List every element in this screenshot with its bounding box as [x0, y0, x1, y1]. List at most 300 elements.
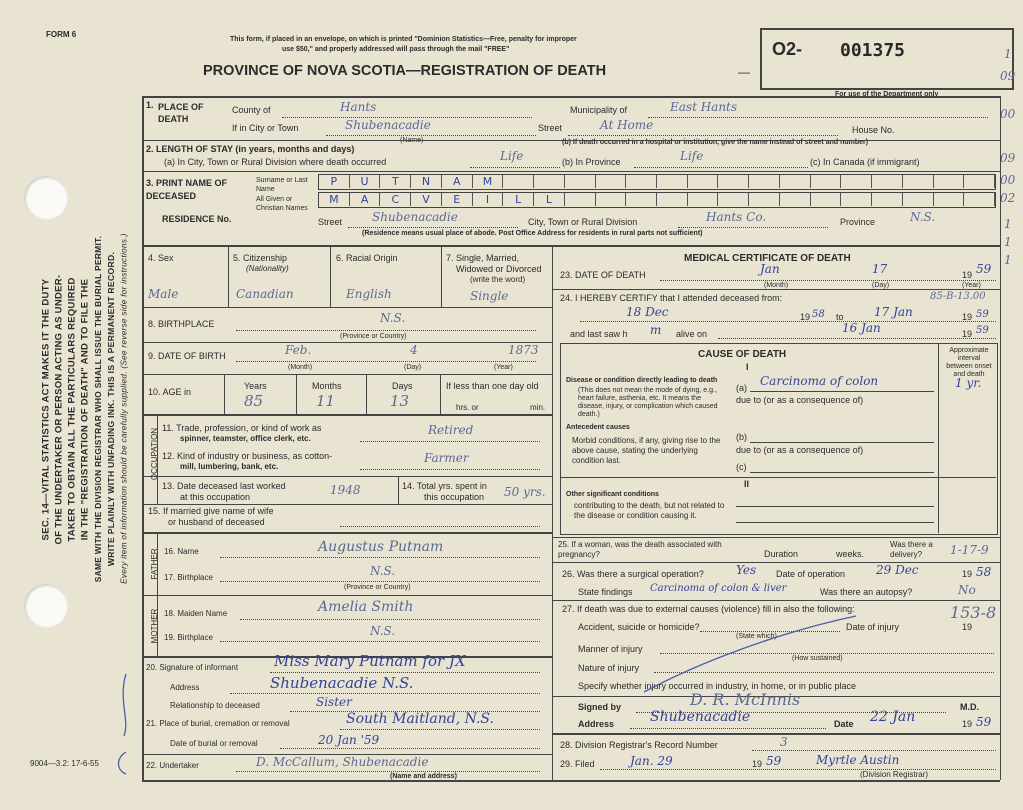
rule	[660, 280, 996, 281]
filed-year: 59	[766, 754, 782, 768]
name-section-label: 3. PRINT NAME OF DECEASED	[146, 178, 228, 201]
margin-code: 09	[1000, 69, 1016, 83]
father-bp-label: 17. Birthplace	[164, 573, 213, 582]
mark-a: (a)	[736, 383, 747, 393]
years-label: Years	[244, 381, 267, 391]
rule	[326, 135, 536, 136]
rule	[236, 361, 536, 362]
medical-header: MEDICAL CERTIFICATE OF DEATH	[684, 253, 851, 264]
stay-a-label: (a) In City, Town or Rural Division where death occurred	[164, 157, 387, 167]
rule-v	[366, 374, 367, 414]
header-note-1: This form, if placed in an envelope, on which is printed "Dominion Statistics—Free, penalty for improper	[230, 36, 577, 43]
findings-label: State findings	[578, 587, 633, 597]
dod-year-prefix: 19	[962, 270, 973, 280]
state-which: (State which)	[736, 633, 777, 640]
informant-sig: Miss Mary Putnam for JX	[274, 652, 466, 670]
racial-value: English	[346, 287, 392, 301]
op-date: 29 Dec	[876, 563, 919, 577]
letter-box	[534, 175, 565, 188]
stay-a-value: Life	[500, 149, 524, 163]
mother-bp: N.S.	[370, 624, 396, 638]
margin-code: 1	[1004, 217, 1012, 231]
rule	[750, 442, 934, 443]
attended-from-year-prefix: 19	[800, 312, 811, 322]
sex-value: Male	[148, 287, 179, 301]
signed-date: 22 Jan	[870, 709, 916, 725]
min-label: min.	[530, 403, 546, 412]
margin-code: 09	[1000, 151, 1016, 165]
rule	[240, 619, 540, 620]
marital-label-1: 7. Single, Married,	[446, 253, 520, 263]
disease-note: (This does not mean the mode of dying, e.g., heart failure, asthenia, etc. It means the disease, injury, or complication which caused death.)	[578, 387, 718, 418]
attended-from-year: 58	[812, 309, 825, 320]
rule	[236, 330, 536, 331]
registrar-signature: Myrtle Austin	[816, 753, 900, 767]
letter-box	[718, 193, 749, 206]
citizenship-label: 5. Citizenship	[233, 253, 288, 263]
burial-date: 20 Jan '59	[318, 733, 380, 747]
code-note: 85-B-13.00	[930, 291, 986, 302]
rule	[552, 733, 1000, 735]
manner-label: Manner of injury	[578, 644, 643, 654]
frame-left	[142, 96, 144, 780]
month-caption: (Month)	[288, 364, 313, 371]
letter-box	[780, 193, 811, 206]
frame-right	[1000, 96, 1001, 780]
city-label: If in City or Town	[232, 123, 299, 133]
filed-value: Jan. 29	[630, 754, 673, 768]
signed-year-prefix: 19	[962, 719, 973, 729]
dod-month-caption: (Month)	[764, 282, 789, 289]
rule	[552, 289, 1000, 290]
citizenship-sub: (Nationality)	[246, 264, 289, 273]
dod-month: Jan	[760, 262, 780, 276]
county-value: Hants	[340, 100, 377, 114]
signed-value: D. R. McInnis	[690, 690, 801, 709]
dod-year-caption: (Year)	[962, 282, 981, 289]
birthplace-caption: (Province or Country)	[340, 333, 407, 340]
father-name: Augustus Putnam	[318, 539, 444, 555]
dob-year: 1873	[508, 343, 539, 357]
rule	[560, 477, 996, 478]
attended-to-year-prefix: 19	[962, 312, 973, 322]
rule	[750, 391, 934, 392]
surgery-value: Yes	[736, 563, 757, 577]
rule	[718, 338, 996, 339]
county-label: County of	[232, 105, 271, 115]
mark-b: (b)	[736, 432, 747, 442]
signed-address-label: Address	[578, 719, 615, 729]
margin-code: 1	[1004, 47, 1012, 61]
cause-a: Carcinoma of colon	[760, 374, 879, 388]
total-label-2: this occupation	[424, 492, 485, 502]
letter-box	[503, 175, 534, 188]
rule	[648, 117, 988, 118]
birthplace-value: N.S.	[380, 311, 406, 325]
dod-day: 17	[872, 262, 888, 276]
residence-street-label: Street	[318, 217, 343, 227]
sidebar-instructions	[36, 130, 156, 690]
hrs-label: hrs. or	[456, 403, 479, 412]
dod-day-caption: (Day)	[872, 282, 890, 289]
rule	[142, 96, 1000, 98]
rule-v	[440, 374, 441, 414]
divider-center	[552, 245, 553, 780]
letter-box	[841, 193, 872, 206]
letter-box	[903, 193, 934, 206]
specify-label: Specify whether injury occurred in industry, in home, or in public place	[578, 681, 856, 691]
occupation-side: OCCUPATION	[150, 427, 159, 481]
rule-v	[228, 245, 229, 307]
last-worked-label-2: at this occupation	[180, 492, 251, 502]
rule	[142, 307, 552, 308]
letter-box	[565, 193, 596, 206]
house-label: House No.	[852, 125, 895, 135]
duration-label: Duration	[764, 549, 799, 559]
letter-box	[688, 175, 719, 188]
rule	[142, 414, 552, 416]
age-label: 10. AGE in	[148, 387, 192, 397]
letter-box	[657, 193, 688, 206]
nature-label: Nature of injury	[578, 663, 640, 673]
residence-province-label: Province	[840, 217, 876, 227]
accident-label: Accident, suicide or homicide?	[578, 622, 700, 632]
op-year: 58	[976, 565, 992, 579]
burial-value: South Maitland, N.S.	[346, 711, 494, 727]
rule-v	[224, 374, 225, 414]
rule	[470, 167, 560, 168]
signed-address: Shubenacadie	[650, 709, 751, 725]
rule-v	[938, 343, 939, 533]
rule	[230, 693, 540, 694]
residence-province: N.S.	[910, 210, 936, 224]
form-number: FORM 6	[46, 30, 77, 39]
father-bp: N.S.	[370, 564, 396, 578]
autopsy-value: No	[958, 583, 976, 597]
sidebar-line: Every item of information should be carefully supplied. (See reverse side for instructions.)	[119, 233, 129, 584]
letter-box	[872, 193, 903, 206]
rule	[552, 562, 1000, 563]
rule	[678, 227, 828, 228]
letter-box	[964, 193, 995, 206]
last-saw-h: m	[650, 323, 662, 337]
age-days: 13	[390, 392, 410, 410]
rule	[552, 537, 1000, 538]
dod-year: 59	[976, 262, 992, 276]
rule	[142, 476, 552, 477]
undertaker-label: 22. Undertaker	[146, 761, 199, 770]
letter-box	[626, 175, 657, 188]
rule	[348, 227, 518, 228]
letter-box: C	[380, 193, 411, 206]
external-label: 27. If death was due to external causes (violence) fill in also the following:	[562, 604, 855, 614]
undertaker-value: D. McCallum, Shubenacadie	[256, 755, 429, 769]
marital-label-2: Widowed or Divorced	[456, 264, 542, 274]
letter-box: P	[319, 175, 350, 188]
letter-box: M	[473, 175, 504, 188]
undertaker-caption: (Name and address)	[390, 773, 457, 780]
residence-city: Hants Co.	[706, 210, 767, 224]
residence-label: RESIDENCE No.	[162, 214, 232, 224]
letter-box	[596, 193, 627, 206]
other-note: contributing to the death, but not related to the disease or condition causing it.	[574, 501, 725, 520]
rule	[142, 532, 552, 534]
father-side: FATHER	[150, 548, 159, 580]
due-to-a: due to (or as a consequence of)	[736, 395, 864, 405]
rule	[220, 641, 540, 642]
due-to-b: due to (or as a consequence of)	[736, 445, 864, 455]
rule	[736, 522, 934, 523]
citizenship-value: Canadian	[236, 287, 294, 301]
marital-label-3: (write the word)	[470, 275, 526, 284]
rule	[142, 171, 1000, 172]
findings-value: Carcinoma of colon & liver	[650, 583, 787, 594]
dob-label: 9. DATE OF BIRTH	[148, 351, 226, 361]
stay-b-value: Life	[680, 149, 704, 163]
stay-b-label: (b) In Province	[562, 157, 621, 167]
record-value: 3	[780, 735, 788, 749]
last-saw-year-prefix: 19	[962, 329, 973, 339]
trade-label: 11. Trade, profession, or kind of work as	[162, 423, 322, 433]
rule	[340, 729, 540, 730]
letter-box: V	[411, 193, 442, 206]
alive-on-label: alive on	[676, 329, 708, 339]
city-value: Shubenacadie	[345, 118, 431, 132]
pregnancy-note: 1-17-9	[950, 543, 989, 557]
letter-box	[657, 175, 688, 188]
sidebar-line: OF THE UNDERTAKER OR PERSON ACTING AS UNDER-	[53, 274, 65, 545]
relationship-value: Sister	[316, 695, 352, 709]
trade-value: Retired	[428, 423, 474, 437]
informant-sig-label: 20. Signature of informant	[146, 663, 239, 672]
letter-box	[964, 175, 995, 188]
letter-box	[811, 175, 842, 188]
mother-name: Amelia Smith	[318, 599, 414, 615]
business-value: Farmer	[424, 451, 469, 465]
letter-box: M	[319, 193, 350, 206]
residence-street: Shubenacadie	[372, 210, 458, 224]
rule	[552, 600, 1000, 601]
rule	[220, 581, 540, 582]
rule	[270, 672, 540, 673]
place-label-num: 1.	[146, 100, 154, 110]
rule	[634, 167, 808, 168]
surgery-label: 26. Was there a surgical operation?	[562, 569, 704, 579]
spouse-label-2: or husband of deceased	[168, 517, 265, 527]
margin-code: 00	[1000, 173, 1016, 187]
residence-city-label: City, Town or Rural Division	[528, 217, 638, 227]
last-saw-date: 16 Jan	[842, 321, 881, 335]
sex-label: 4. Sex	[148, 253, 174, 263]
sidebar-line: SEC. 14—VITAL STATISTICS ACT MAKES IT THE DUTY	[40, 278, 52, 541]
burial-date-label: Date of burial or removal	[170, 739, 258, 748]
rule	[280, 748, 540, 749]
rule	[236, 771, 540, 772]
rule	[142, 342, 552, 343]
disease-label: Disease or condition directly leading to death	[566, 377, 718, 384]
letter-box	[596, 175, 627, 188]
how-sustained: (How sustained)	[792, 655, 843, 662]
father-name-label: 16. Name	[164, 547, 199, 556]
form-title: PROVINCE OF NOVA SCOTIA—REGISTRATION OF DEATH	[203, 63, 607, 79]
margin-mark-bottom	[112, 748, 132, 778]
pregnancy-label: 25. If a woman, was the death associated with pregnancy?	[558, 540, 722, 559]
dash-mark: —	[738, 65, 750, 79]
rule	[360, 469, 540, 470]
last-saw-year: 59	[976, 325, 989, 336]
rule	[580, 321, 996, 322]
letter-box	[626, 193, 657, 206]
days-label: Days	[392, 381, 413, 391]
rule-v	[330, 245, 331, 307]
header-note-2: use $50," and properly addressed will pass through the mail "FREE"	[282, 46, 510, 53]
rule	[600, 769, 996, 770]
letter-box	[903, 175, 934, 188]
interval-a: 1 yr.	[955, 376, 982, 390]
rule	[142, 374, 552, 375]
letter-box: L	[534, 193, 565, 206]
rule	[736, 506, 934, 507]
certify-label: 24. I HEREBY CERTIFY that I attended deceased from:	[560, 293, 783, 303]
last-saw-label: and last saw h	[570, 329, 628, 339]
sidebar-line: IN THE "REGISTRATION OF DEATH" AND TO FILE THE	[79, 278, 91, 541]
burial-label: 21. Place of burial, cremation or removal	[146, 719, 290, 728]
year-caption: (Year)	[494, 364, 513, 371]
spouse-label: 15. If married give name of wife	[148, 506, 274, 516]
given-label: All Given or Christian Names	[256, 196, 308, 212]
father-bp-caption: (Province or Country)	[344, 584, 411, 591]
filed-year-prefix: 19	[752, 759, 763, 769]
letter-box	[841, 175, 872, 188]
op-date-label: Date of operation	[776, 569, 846, 579]
municipality-value: East Hants	[670, 100, 738, 114]
sidebar-line: WRITE PLAINLY WITH UNFADING INK. THIS IS A PERMANENT RECORD.	[106, 251, 116, 567]
rule-v	[398, 476, 399, 504]
birthplace-label: 8. BIRTHPLACE	[148, 319, 215, 329]
letter-box	[718, 175, 749, 188]
business-label: 12. Kind of industry or business, as cotton-	[162, 451, 333, 461]
letter-box: L	[503, 193, 534, 206]
less-day-label: If less than one day old	[446, 381, 539, 391]
street-value: At Home	[600, 118, 654, 132]
delivery-label: Was there a delivery?	[890, 540, 933, 559]
letter-box: N	[411, 175, 442, 188]
registrar-caption: (Division Registrar)	[860, 770, 929, 779]
business-label-2: mill, lumbering, bank, etc.	[180, 462, 279, 471]
margin-code: 02	[1000, 191, 1016, 205]
rule	[630, 728, 826, 729]
day-caption: (Day)	[404, 364, 422, 371]
margin-code: 1	[1004, 235, 1012, 249]
cod-header: CAUSE OF DEATH	[698, 349, 787, 360]
code-153: 153-8	[950, 603, 997, 622]
attended-from: 18 Dec	[626, 305, 669, 319]
mark-c: (c)	[736, 462, 747, 472]
total-value: 50 yrs.	[504, 485, 546, 499]
mother-bp-label: 19. Birthplace	[164, 633, 213, 642]
letter-box: U	[350, 175, 381, 188]
letter-box: I	[473, 193, 504, 206]
letter-box	[565, 175, 596, 188]
sidebar-line: SAME WITH THE DIVISION REGISTRAR WHO SHALL ISSUE THE BURIAL PERMIT.	[93, 235, 103, 583]
dob-month: Feb.	[285, 343, 312, 357]
hospital-note: (b) If death occurred in a hospital or institution, give the name instead of street and number)	[562, 139, 869, 146]
margin-code: 1	[1004, 253, 1012, 267]
name-caption: (Name)	[400, 137, 424, 144]
letter-box: A	[442, 175, 473, 188]
antecedent-note: Morbid conditions, if any, giving rise to the above cause, stating the underlying condition last.	[572, 436, 721, 465]
mother-side: MOTHER	[150, 608, 159, 644]
filed-label: 29. Filed	[560, 759, 595, 769]
rule-v	[441, 245, 442, 307]
attended-to-year: 59	[976, 309, 989, 320]
letter-box	[688, 193, 719, 206]
date-injury-year: 19	[962, 622, 973, 632]
dob-day: 4	[410, 343, 418, 357]
margin-mark-left	[116, 670, 140, 740]
marital-value: Single	[470, 289, 509, 303]
signed-date-label: Date	[834, 719, 854, 729]
rule	[142, 780, 1000, 782]
rule	[750, 472, 934, 473]
stay-c-label: (c) In Canada (if immigrant)	[810, 157, 920, 167]
trade-label-2: spinner, teamster, office clerk, etc.	[180, 434, 311, 443]
cancel-stroke	[640, 612, 860, 696]
rule	[142, 504, 552, 505]
sidebar-line: TAKER TO OBTAIN ALL THE PARTICULARS REQUIRED	[66, 277, 78, 542]
rule-v	[296, 374, 297, 414]
stay-label: 2. LENGTH OF STAY (in years, months and days)	[146, 144, 355, 154]
to-label: to	[836, 312, 844, 322]
relationship-label: Relationship to deceased	[170, 701, 260, 710]
given-name-boxes	[318, 192, 996, 208]
place-label: PLACE OF DEATH	[158, 102, 204, 124]
antecedent-label: Antecedent causes	[566, 424, 630, 431]
letter-box	[934, 175, 965, 188]
registration-prefix: O2-	[772, 39, 803, 59]
surname-label: Surname or Last Name	[256, 177, 308, 193]
rule	[340, 526, 540, 527]
rule	[360, 441, 540, 442]
dept-use-note: For use of the Department only	[835, 91, 939, 98]
section-ii: II	[744, 479, 750, 489]
mother-name-label: 18. Maiden Name	[164, 609, 228, 618]
informant-address-label: Address	[170, 683, 200, 692]
rule	[568, 135, 838, 136]
residence-note: (Residence means usual place of abode. Post Office Address for residents in rural parts not sufficient)	[362, 230, 703, 237]
registration-number: 001375	[840, 40, 906, 61]
rule	[752, 750, 996, 751]
rule	[142, 140, 1000, 141]
dod-label: 23. DATE OF DEATH	[560, 270, 646, 280]
footer-code: 9004—3.2: 17-6-55	[30, 759, 99, 768]
weeks-label: weeks.	[836, 549, 865, 559]
other-label: Other significant conditions	[566, 491, 659, 498]
attended-to: 17 Jan	[874, 305, 913, 319]
signed-label: Signed by	[578, 702, 622, 712]
interval-header: Approximate interval between onset and death	[946, 347, 992, 378]
op-year-prefix: 19	[962, 569, 973, 579]
letter-box	[934, 193, 965, 206]
rule	[142, 245, 1000, 247]
municipality-label: Municipality of	[570, 105, 628, 115]
letter-box	[749, 175, 780, 188]
surname-boxes	[318, 174, 996, 190]
last-worked-value: 1948	[330, 483, 361, 497]
racial-label: 6. Racial Origin	[336, 253, 398, 263]
informant-address: Shubenacadie N.S.	[270, 674, 414, 692]
total-label: 14. Total yrs. spent in	[402, 481, 487, 491]
